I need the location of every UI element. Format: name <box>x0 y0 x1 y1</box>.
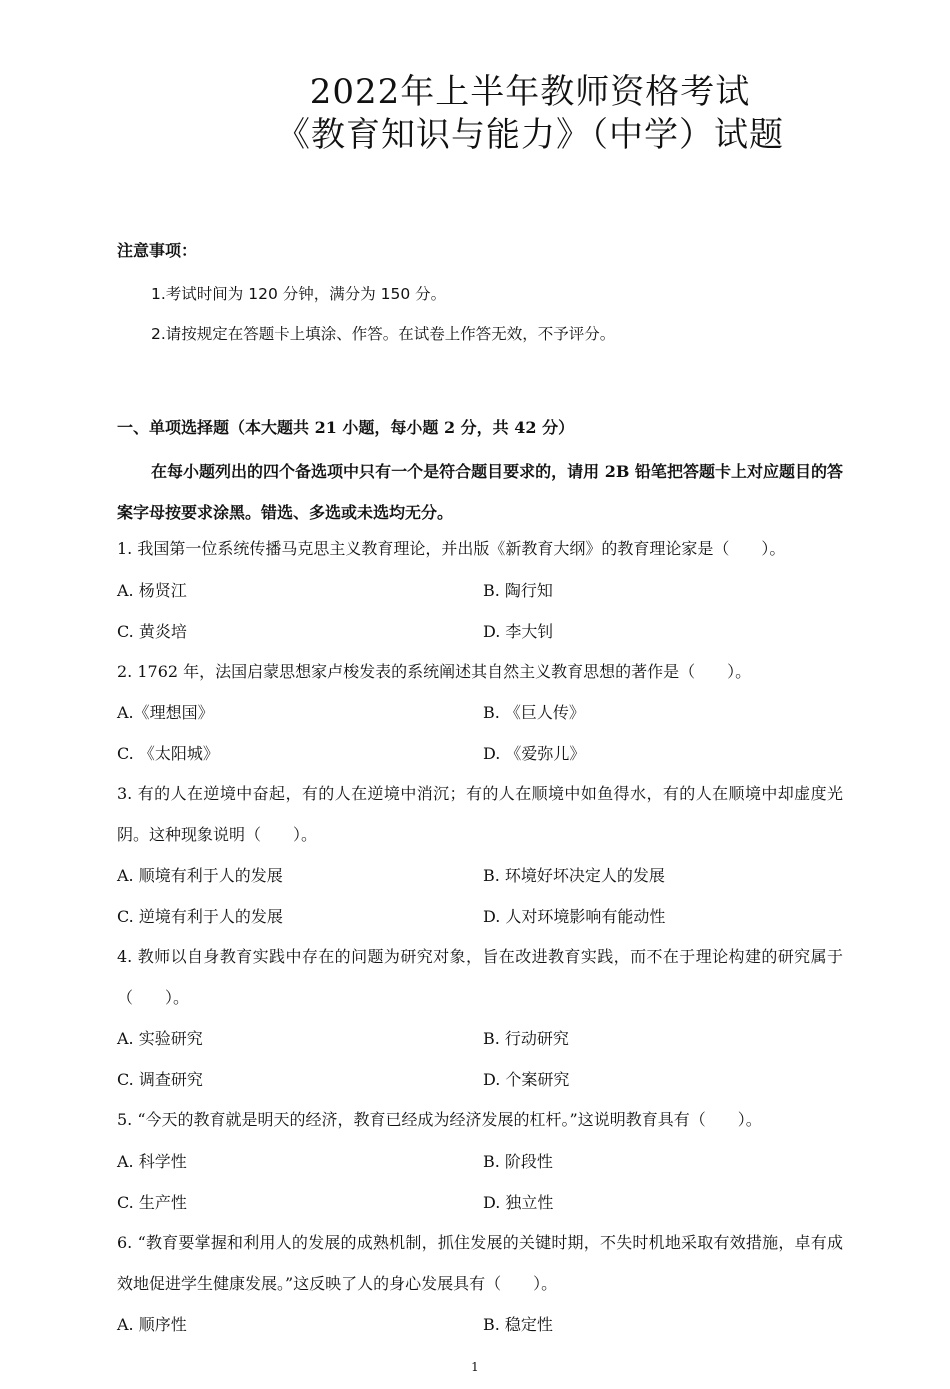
option-a: A. 实验研究 <box>117 1029 203 1048</box>
option-d: D. 《爱弥儿》 <box>483 744 586 763</box>
option-d: D. 独立性 <box>483 1193 554 1212</box>
question-stem: 3. 有的人在逆境中奋起，有的人在逆境中消沉；有的人在顺境中如鱼得水，有的人在顺境中却虚度光阴。这种现象说明（ ）。 <box>117 784 843 844</box>
option-b: B. 行动研究 <box>483 1029 569 1048</box>
question-stem: 2. 1762 年，法国启蒙思想家卢梭发表的系统阐述其自然主义教育思想的著作是（ ）。 <box>117 662 752 681</box>
option-b: B. 陶行知 <box>483 581 553 600</box>
option-b: B. 《巨人传》 <box>483 703 585 722</box>
question-stem: 1. 我国第一位系统传播马克思主义教育理论，并出版《新教育大纲》的教育理论家是（ ）。 <box>117 539 786 558</box>
option-a: A. 杨贤江 <box>117 581 187 600</box>
option-c: C. 黄炎培 <box>117 622 187 641</box>
option-d: D. 人对环境影响有能动性 <box>483 907 666 926</box>
option-d: D. 李大钊 <box>483 622 554 641</box>
section-instruction: 在每小题列出的四个备选项中只有一个是符合题目要求的，请用 2B 铅笔把答题卡上对应题目的答案字母按要求涂黑。错选、多选或未选均无分。 <box>117 462 843 522</box>
question-stem: 5. “今天的教育就是明天的经济，教育已经成为经济发展的杠杆。”这说明教育具有（ ）。 <box>117 1110 762 1129</box>
section-heading: 一、单项选择题（本大题共 21 小题，每小题 2 分，共 42 分） <box>117 418 575 437</box>
option-a: A. 顺境有利于人的发展 <box>117 866 283 885</box>
option-c: C. 《太阳城》 <box>117 744 219 763</box>
page-number: 1 <box>471 1360 479 1374</box>
question-stem: 4. 教师以自身教育实践中存在的问题为研究对象，旨在改进教育实践，而不在于理论构建的研究属于（ ）。 <box>117 947 843 1007</box>
note-item: 2.请按规定在答题卡上填涂、作答。在试卷上作答无效，不予评分。 <box>151 325 616 343</box>
notes-heading: 注意事项： <box>117 241 198 260</box>
option-d: D. 个案研究 <box>483 1070 570 1089</box>
note-item: 1.考试时间为 120 分钟，满分为 150 分。 <box>151 285 447 303</box>
exam-title-line1: 2022年上半年教师资格考试 <box>309 72 751 112</box>
option-a: A.《理想国》 <box>117 703 214 722</box>
option-c: C. 生产性 <box>117 1193 187 1212</box>
option-a: A. 科学性 <box>117 1152 187 1171</box>
option-b: B. 阶段性 <box>483 1152 553 1171</box>
option-b: B. 环境好坏决定人的发展 <box>483 866 665 885</box>
exam-title-line2: 《教育知识与能力》（中学）试题 <box>276 115 784 155</box>
option-c: C. 调查研究 <box>117 1070 203 1089</box>
question-stem: 6. “教育要掌握和利用人的发展的成熟机制，抓住发展的关键时期，不失时机地采取有效措施，卓有成效地促进学生健康发展。”这反映了人的身心发展具有（ ）。 <box>117 1233 843 1293</box>
option-c: C. 逆境有利于人的发展 <box>117 907 283 926</box>
option-a: A. 顺序性 <box>117 1315 187 1334</box>
option-b: B. 稳定性 <box>483 1315 553 1334</box>
